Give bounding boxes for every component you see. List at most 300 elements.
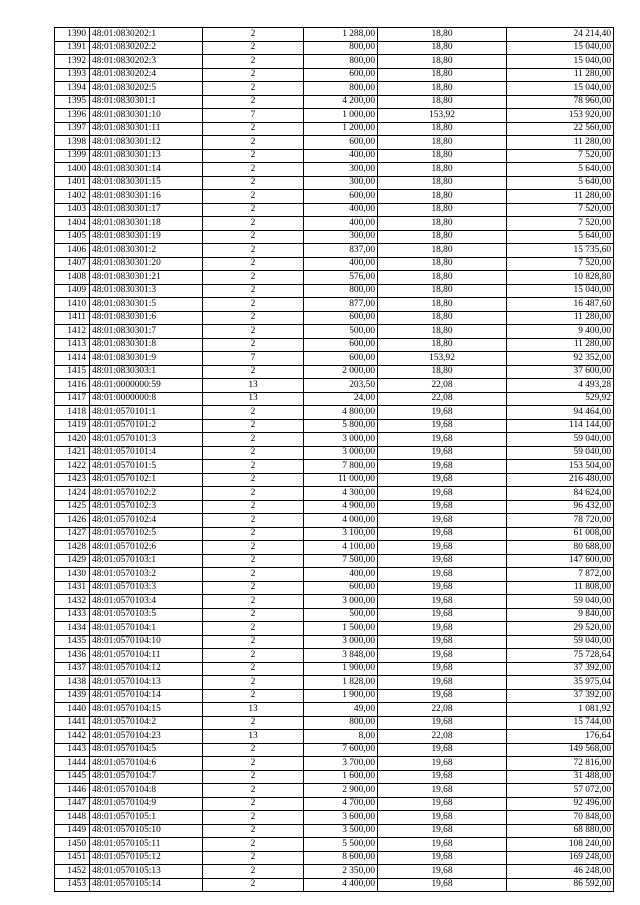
cadastral-value-cell: 169 248,00 (507, 851, 614, 865)
specific-value-cell: 19,68 (378, 460, 507, 474)
document-page (54, 27, 613, 892)
row-number-cell: 1451 (55, 851, 90, 865)
area-cell: 600,00 (304, 136, 378, 150)
area-cell: 600,00 (304, 581, 378, 595)
specific-value-cell: 18,80 (378, 230, 507, 244)
cadastral-value-cell: 9 840,00 (507, 608, 614, 622)
cadastral-number-cell: 48:01:0570104:13 (90, 676, 203, 690)
specific-value-cell: 19,68 (378, 851, 507, 865)
specific-value-cell: 19,68 (378, 676, 507, 690)
specific-value-cell: 19,68 (378, 487, 507, 501)
area-cell: 3 848,00 (304, 649, 378, 663)
table-row (55, 541, 614, 555)
category-code-cell: 2 (203, 176, 304, 190)
specific-value-cell: 19,68 (378, 811, 507, 825)
specific-value-cell: 18,80 (378, 190, 507, 204)
cadastral-number-cell: 48:01:0570104:8 (90, 784, 203, 798)
area-cell: 3 000,00 (304, 433, 378, 447)
table-row (55, 217, 614, 231)
specific-value-cell: 18,80 (378, 68, 507, 82)
cadastral-number-cell: 48:01:0830202:4 (90, 68, 203, 82)
specific-value-cell: 19,68 (378, 784, 507, 798)
table-row (55, 865, 614, 879)
cadastral-value-cell: 9 400,00 (507, 325, 614, 339)
table-row (55, 743, 614, 757)
row-number-cell: 1429 (55, 554, 90, 568)
specific-value-cell: 22,08 (378, 379, 507, 393)
table-row (55, 581, 614, 595)
area-cell: 1 600,00 (304, 770, 378, 784)
category-code-cell: 2 (203, 635, 304, 649)
table-row (55, 554, 614, 568)
cadastral-value-cell: 15 744,00 (507, 716, 614, 730)
table-row (55, 163, 614, 177)
row-number-cell: 1402 (55, 190, 90, 204)
table-row (55, 608, 614, 622)
row-number-cell: 1423 (55, 473, 90, 487)
row-number-cell: 1433 (55, 608, 90, 622)
cadastral-value-cell: 96 432,00 (507, 500, 614, 514)
cadastral-number-cell: 48:01:0830301:18 (90, 217, 203, 231)
category-code-cell: 2 (203, 122, 304, 136)
table-row (55, 176, 614, 190)
row-number-cell: 1444 (55, 757, 90, 771)
cadastral-number-cell: 48:01:0570102:1 (90, 473, 203, 487)
area-cell: 4 000,00 (304, 514, 378, 528)
cadastral-number-cell: 48:01:0830202:3 (90, 55, 203, 69)
cadastral-number-cell: 48:01:0830301:8 (90, 338, 203, 352)
specific-value-cell: 19,68 (378, 446, 507, 460)
row-number-cell: 1426 (55, 514, 90, 528)
cadastral-value-cell: 15 040,00 (507, 82, 614, 96)
cadastral-value-cell: 7 520,00 (507, 149, 614, 163)
table-row (55, 568, 614, 582)
cadastral-number-cell: 48:01:0570102:2 (90, 487, 203, 501)
cadastral-number-cell: 48:01:0830301:16 (90, 190, 203, 204)
area-cell: 4 400,00 (304, 878, 378, 892)
area-cell: 3 500,00 (304, 824, 378, 838)
table-row (55, 68, 614, 82)
cadastral-value-cell: 24 214,40 (507, 28, 614, 42)
table-row (55, 797, 614, 811)
specific-value-cell: 19,68 (378, 406, 507, 420)
area-cell: 800,00 (304, 41, 378, 55)
row-number-cell: 1428 (55, 541, 90, 555)
table-row (55, 716, 614, 730)
category-code-cell: 7 (203, 352, 304, 366)
row-number-cell: 1395 (55, 95, 90, 109)
cadastral-number-cell: 48:01:0570104:9 (90, 797, 203, 811)
table-row (55, 419, 614, 433)
area-cell: 4 900,00 (304, 500, 378, 514)
cadastral-value-cell: 29 520,00 (507, 622, 614, 636)
area-cell: 600,00 (304, 338, 378, 352)
row-number-cell: 1438 (55, 676, 90, 690)
specific-value-cell: 18,80 (378, 271, 507, 285)
category-code-cell: 2 (203, 851, 304, 865)
table-row (55, 28, 614, 42)
table-row (55, 365, 614, 379)
cadastral-number-cell: 48:01:0830301:2 (90, 244, 203, 258)
area-cell: 3 700,00 (304, 757, 378, 771)
row-number-cell: 1431 (55, 581, 90, 595)
category-code-cell: 2 (203, 662, 304, 676)
area-cell: 4 800,00 (304, 406, 378, 420)
row-number-cell: 1406 (55, 244, 90, 258)
cadastral-value-cell: 59 040,00 (507, 595, 614, 609)
area-cell: 4 100,00 (304, 541, 378, 555)
cadastral-number-cell: 48:01:0570103:2 (90, 568, 203, 582)
cadastral-value-cell: 7 872,00 (507, 568, 614, 582)
row-number-cell: 1397 (55, 122, 90, 136)
cadastral-value-cell: 59 040,00 (507, 635, 614, 649)
area-cell: 400,00 (304, 149, 378, 163)
cadastral-value-cell: 529,92 (507, 392, 614, 406)
row-number-cell: 1448 (55, 811, 90, 825)
table-row (55, 649, 614, 663)
row-number-cell: 1445 (55, 770, 90, 784)
cadastral-number-cell: 48:01:0830301:19 (90, 230, 203, 244)
specific-value-cell: 19,68 (378, 824, 507, 838)
table-row (55, 770, 614, 784)
table-row (55, 703, 614, 717)
category-code-cell: 2 (203, 757, 304, 771)
cadastral-number-cell: 48:01:0830301:5 (90, 298, 203, 312)
cadastral-value-cell: 153 504,00 (507, 460, 614, 474)
cadastral-value-cell: 78 720,00 (507, 514, 614, 528)
category-code-cell: 2 (203, 608, 304, 622)
cadastral-number-cell: 48:01:0830301:20 (90, 257, 203, 271)
row-number-cell: 1422 (55, 460, 90, 474)
cadastral-number-cell: 48:01:0570103:1 (90, 554, 203, 568)
cadastral-number-cell: 48:01:0570105:11 (90, 838, 203, 852)
specific-value-cell: 19,68 (378, 514, 507, 528)
specific-value-cell: 18,80 (378, 122, 507, 136)
area-cell: 8,00 (304, 730, 378, 744)
specific-value-cell: 19,68 (378, 622, 507, 636)
cadastral-value-cell: 216 480,00 (507, 473, 614, 487)
area-cell: 3 000,00 (304, 595, 378, 609)
category-code-cell: 2 (203, 838, 304, 852)
row-number-cell: 1430 (55, 568, 90, 582)
cadastral-value-cell: 75 728,64 (507, 649, 614, 663)
cadastral-value-cell: 80 688,00 (507, 541, 614, 555)
cadastral-value-cell: 16 487,60 (507, 298, 614, 312)
table-row (55, 311, 614, 325)
area-cell: 3 600,00 (304, 811, 378, 825)
area-cell: 203,50 (304, 379, 378, 393)
cadastral-number-cell: 48:01:0570102:4 (90, 514, 203, 528)
specific-value-cell: 19,68 (378, 878, 507, 892)
cadastral-value-cell: 22 560,00 (507, 122, 614, 136)
row-number-cell: 1415 (55, 365, 90, 379)
category-code-cell: 2 (203, 244, 304, 258)
cadastral-value-cell: 68 880,00 (507, 824, 614, 838)
row-number-cell: 1396 (55, 109, 90, 123)
row-number-cell: 1439 (55, 689, 90, 703)
area-cell: 400,00 (304, 217, 378, 231)
cadastral-value-cell: 108 240,00 (507, 838, 614, 852)
row-number-cell: 1416 (55, 379, 90, 393)
table-row (55, 662, 614, 676)
table-row (55, 595, 614, 609)
specific-value-cell: 19,68 (378, 689, 507, 703)
row-number-cell: 1449 (55, 824, 90, 838)
category-code-cell: 2 (203, 824, 304, 838)
category-code-cell: 2 (203, 230, 304, 244)
row-number-cell: 1398 (55, 136, 90, 150)
area-cell: 300,00 (304, 176, 378, 190)
table-row (55, 122, 614, 136)
row-number-cell: 1410 (55, 298, 90, 312)
category-code-cell: 7 (203, 109, 304, 123)
cadastral-number-cell: 48:01:0570104:12 (90, 662, 203, 676)
area-cell: 800,00 (304, 284, 378, 298)
table-row (55, 527, 614, 541)
category-code-cell: 13 (203, 730, 304, 744)
category-code-cell: 13 (203, 703, 304, 717)
cadastral-number-cell: 48:01:0830202:5 (90, 82, 203, 96)
category-code-cell: 2 (203, 41, 304, 55)
cadastral-number-cell: 48:01:0570104:1 (90, 622, 203, 636)
row-number-cell: 1391 (55, 41, 90, 55)
row-number-cell: 1441 (55, 716, 90, 730)
cadastral-value-cell: 37 600,00 (507, 365, 614, 379)
cadastral-value-cell: 1 081,92 (507, 703, 614, 717)
category-code-cell: 2 (203, 500, 304, 514)
row-number-cell: 1427 (55, 527, 90, 541)
cadastral-value-cell: 86 592,00 (507, 878, 614, 892)
cadastral-number-cell: 48:01:0570104:14 (90, 689, 203, 703)
cadastral-value-cell: 11 280,00 (507, 190, 614, 204)
row-number-cell: 1435 (55, 635, 90, 649)
category-code-cell: 2 (203, 581, 304, 595)
specific-value-cell: 153,92 (378, 109, 507, 123)
category-code-cell: 2 (203, 271, 304, 285)
cadastral-value-cell: 92 352,00 (507, 352, 614, 366)
cadastral-number-cell: 48:01:0830301:7 (90, 325, 203, 339)
category-code-cell: 2 (203, 878, 304, 892)
row-number-cell: 1401 (55, 176, 90, 190)
table-row (55, 473, 614, 487)
table-row (55, 379, 614, 393)
cadastral-number-cell: 48:01:0830301:6 (90, 311, 203, 325)
cadastral-value-cell: 7 520,00 (507, 257, 614, 271)
table-row (55, 406, 614, 420)
category-code-cell: 2 (203, 473, 304, 487)
cadastral-value-cell: 11 808,00 (507, 581, 614, 595)
row-number-cell: 1393 (55, 68, 90, 82)
row-number-cell: 1447 (55, 797, 90, 811)
row-number-cell: 1419 (55, 419, 90, 433)
table-row (55, 392, 614, 406)
category-code-cell: 2 (203, 284, 304, 298)
area-cell: 500,00 (304, 608, 378, 622)
specific-value-cell: 19,68 (378, 797, 507, 811)
cadastral-value-cell: 176,64 (507, 730, 614, 744)
specific-value-cell: 18,80 (378, 136, 507, 150)
area-cell: 2 900,00 (304, 784, 378, 798)
cadastral-value-cell: 78 960,00 (507, 95, 614, 109)
row-number-cell: 1400 (55, 163, 90, 177)
specific-value-cell: 19,68 (378, 581, 507, 595)
cadastral-value-cell: 37 392,00 (507, 662, 614, 676)
row-number-cell: 1418 (55, 406, 90, 420)
table-row (55, 190, 614, 204)
area-cell: 500,00 (304, 325, 378, 339)
area-cell: 1 200,00 (304, 122, 378, 136)
cadastral-number-cell: 48:01:0830301:15 (90, 176, 203, 190)
cadastral-number-cell: 48:01:0570103:3 (90, 581, 203, 595)
category-code-cell: 2 (203, 487, 304, 501)
area-cell: 7 800,00 (304, 460, 378, 474)
area-cell: 400,00 (304, 568, 378, 582)
specific-value-cell: 19,68 (378, 595, 507, 609)
category-code-cell: 2 (203, 365, 304, 379)
area-cell: 1 828,00 (304, 676, 378, 690)
cadastral-value-cell: 61 008,00 (507, 527, 614, 541)
cadastral-number-cell: 48:01:0570103:5 (90, 608, 203, 622)
cadastral-number-cell: 48:01:0830301:14 (90, 163, 203, 177)
area-cell: 1 000,00 (304, 109, 378, 123)
table-row (55, 824, 614, 838)
specific-value-cell: 18,80 (378, 311, 507, 325)
category-code-cell: 2 (203, 68, 304, 82)
specific-value-cell: 18,80 (378, 325, 507, 339)
area-cell: 300,00 (304, 163, 378, 177)
cadastral-number-cell: 48:01:0570104:15 (90, 703, 203, 717)
cadastral-value-cell: 15 040,00 (507, 41, 614, 55)
specific-value-cell: 18,80 (378, 95, 507, 109)
cadastral-value-cell: 153 920,00 (507, 109, 614, 123)
row-number-cell: 1404 (55, 217, 90, 231)
category-code-cell: 2 (203, 676, 304, 690)
category-code-cell: 2 (203, 338, 304, 352)
specific-value-cell: 19,68 (378, 568, 507, 582)
table-row (55, 635, 614, 649)
cadastral-number-cell: 48:01:0570104:7 (90, 770, 203, 784)
cadastral-number-cell: 48:01:0570105:12 (90, 851, 203, 865)
row-number-cell: 1421 (55, 446, 90, 460)
area-cell: 3 000,00 (304, 635, 378, 649)
table-row (55, 230, 614, 244)
table-row (55, 41, 614, 55)
specific-value-cell: 19,68 (378, 865, 507, 879)
category-code-cell: 2 (203, 649, 304, 663)
cadastral-value-cell: 11 280,00 (507, 136, 614, 150)
row-number-cell: 1407 (55, 257, 90, 271)
row-number-cell: 1452 (55, 865, 90, 879)
area-cell: 1 900,00 (304, 662, 378, 676)
category-code-cell: 2 (203, 514, 304, 528)
specific-value-cell: 18,80 (378, 217, 507, 231)
category-code-cell: 2 (203, 797, 304, 811)
area-cell: 49,00 (304, 703, 378, 717)
specific-value-cell: 19,68 (378, 838, 507, 852)
specific-value-cell: 18,80 (378, 28, 507, 42)
area-cell: 3 100,00 (304, 527, 378, 541)
cadastral-value-cell: 15 040,00 (507, 55, 614, 69)
cadastral-value-cell: 7 520,00 (507, 217, 614, 231)
cadastral-number-cell: 48:01:0830301:10 (90, 109, 203, 123)
area-cell: 877,00 (304, 298, 378, 312)
cadastral-value-cell: 59 040,00 (507, 433, 614, 447)
specific-value-cell: 19,68 (378, 757, 507, 771)
row-number-cell: 1424 (55, 487, 90, 501)
table-row (55, 325, 614, 339)
row-number-cell: 1453 (55, 878, 90, 892)
row-number-cell: 1403 (55, 203, 90, 217)
category-code-cell: 13 (203, 379, 304, 393)
cadastral-number-cell: 48:01:0830301:12 (90, 136, 203, 150)
cadastral-value-cell: 4 493,28 (507, 379, 614, 393)
cadastral-number-cell: 48:01:0570102:6 (90, 541, 203, 555)
cadastral-value-cell: 59 040,00 (507, 446, 614, 460)
area-cell: 4 700,00 (304, 797, 378, 811)
row-number-cell: 1413 (55, 338, 90, 352)
cadastral-number-cell: 48:01:0830202:2 (90, 41, 203, 55)
specific-value-cell: 18,80 (378, 338, 507, 352)
table-row (55, 298, 614, 312)
specific-value-cell: 19,68 (378, 527, 507, 541)
cadastral-number-cell: 48:01:0570104:2 (90, 716, 203, 730)
category-code-cell: 2 (203, 136, 304, 150)
table-row (55, 851, 614, 865)
row-number-cell: 1417 (55, 392, 90, 406)
table-row (55, 460, 614, 474)
specific-value-cell: 19,68 (378, 716, 507, 730)
cadastral-value-table (54, 27, 614, 892)
category-code-cell: 13 (203, 392, 304, 406)
category-code-cell: 2 (203, 82, 304, 96)
category-code-cell: 2 (203, 203, 304, 217)
specific-value-cell: 18,80 (378, 176, 507, 190)
area-cell: 800,00 (304, 716, 378, 730)
cadastral-number-cell: 48:01:0570105:10 (90, 824, 203, 838)
cadastral-number-cell: 48:01:0570101:1 (90, 406, 203, 420)
specific-value-cell: 19,68 (378, 608, 507, 622)
table-row (55, 878, 614, 892)
specific-value-cell: 19,68 (378, 473, 507, 487)
cadastral-value-cell: 7 520,00 (507, 203, 614, 217)
specific-value-cell: 19,68 (378, 743, 507, 757)
area-cell: 576,00 (304, 271, 378, 285)
specific-value-cell: 19,68 (378, 662, 507, 676)
specific-value-cell: 22,08 (378, 730, 507, 744)
table-row (55, 757, 614, 771)
table-row (55, 689, 614, 703)
category-code-cell: 2 (203, 527, 304, 541)
cadastral-value-cell: 72 816,00 (507, 757, 614, 771)
cadastral-number-cell: 48:01:0830301:3 (90, 284, 203, 298)
area-cell: 1 288,00 (304, 28, 378, 42)
cadastral-value-cell: 11 280,00 (507, 338, 614, 352)
area-cell: 7 500,00 (304, 554, 378, 568)
cadastral-value-cell: 10 828,80 (507, 271, 614, 285)
cadastral-value-cell: 11 280,00 (507, 68, 614, 82)
cadastral-number-cell: 48:01:0830301:9 (90, 352, 203, 366)
cadastral-number-cell: 48:01:0830202:1 (90, 28, 203, 42)
cadastral-value-cell: 5 640,00 (507, 163, 614, 177)
area-cell: 800,00 (304, 55, 378, 69)
row-number-cell: 1443 (55, 743, 90, 757)
area-cell: 1 500,00 (304, 622, 378, 636)
category-code-cell: 2 (203, 811, 304, 825)
cadastral-value-cell: 149 568,00 (507, 743, 614, 757)
area-cell: 24,00 (304, 392, 378, 406)
row-number-cell: 1408 (55, 271, 90, 285)
row-number-cell: 1432 (55, 595, 90, 609)
